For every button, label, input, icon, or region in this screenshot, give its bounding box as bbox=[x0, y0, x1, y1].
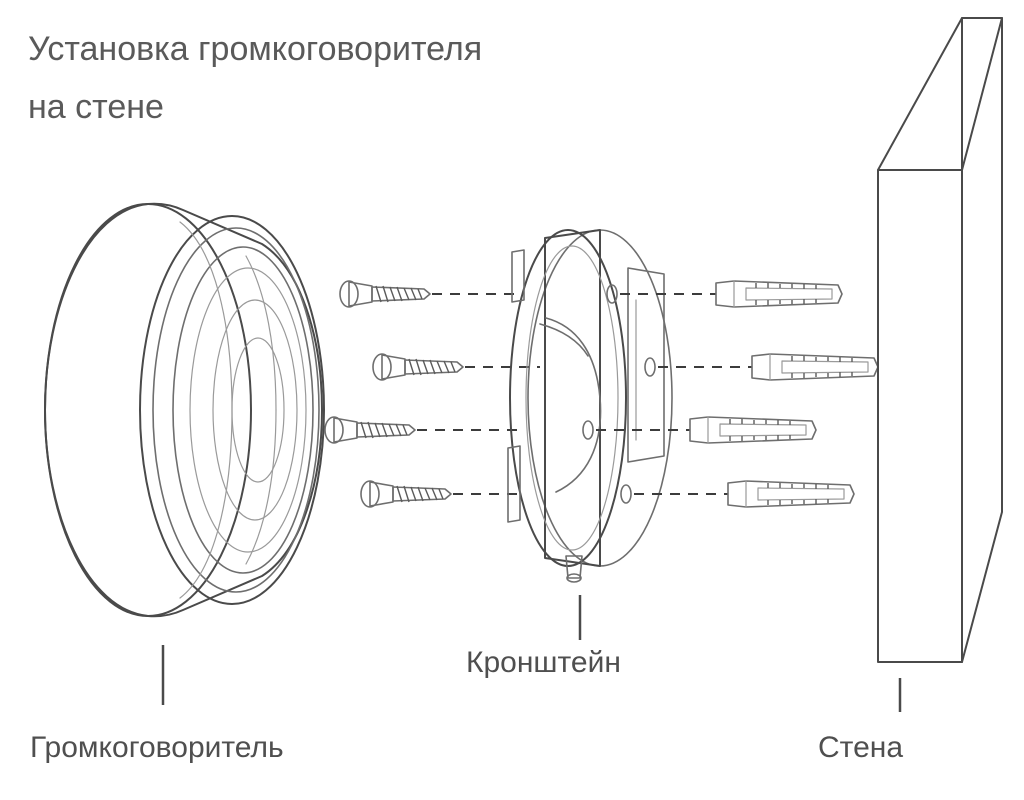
speaker-grille-ring-1 bbox=[173, 247, 313, 573]
screw-1 bbox=[340, 281, 430, 307]
speaker-outer-body bbox=[45, 204, 322, 617]
wall-part bbox=[878, 18, 1002, 662]
wall-top-edge bbox=[878, 18, 1002, 170]
speaker-grille-ring-2 bbox=[190, 268, 306, 552]
anchor-2-body bbox=[752, 354, 878, 380]
assembly-dashed-lines-left bbox=[417, 294, 540, 494]
wall-anchor-3 bbox=[690, 417, 816, 443]
anchor-3-core bbox=[720, 424, 806, 436]
bracket-part bbox=[508, 230, 672, 582]
callout-wall bbox=[818, 678, 903, 764]
speaker-part bbox=[45, 204, 324, 617]
screw-4 bbox=[361, 481, 451, 507]
anchor-2-core bbox=[782, 361, 868, 373]
anchor-1-body bbox=[716, 281, 842, 307]
bracket-hole-3 bbox=[583, 421, 593, 439]
bracket-hole-4 bbox=[621, 485, 631, 503]
speaker-body-seam bbox=[180, 222, 232, 598]
anchor-1-fins bbox=[756, 283, 816, 305]
bracket-label: Кронштейн bbox=[466, 646, 621, 679]
wall-anchor-4 bbox=[728, 481, 854, 507]
wall-anchor-1 bbox=[716, 281, 842, 307]
speaker-front-rim-inner bbox=[153, 228, 319, 592]
wall-label: Стена bbox=[818, 731, 904, 764]
anchor-3-body bbox=[690, 417, 816, 443]
screw-1-neck bbox=[349, 282, 372, 306]
screw-2 bbox=[373, 354, 463, 380]
screw-4-neck bbox=[370, 482, 393, 506]
bracket-front-inner-rim bbox=[526, 246, 618, 550]
wall-front-face bbox=[878, 170, 962, 662]
diagram-title-line-1: Установка громкоговорителя bbox=[28, 30, 483, 68]
wall-anchor-2 bbox=[752, 354, 878, 380]
anchor-4-core bbox=[758, 488, 844, 500]
bracket-right-tab bbox=[628, 268, 664, 462]
screw-3-neck bbox=[334, 418, 357, 442]
anchor-4-fins bbox=[768, 483, 828, 505]
anchor-2-fins bbox=[792, 356, 852, 378]
anchor-1-core bbox=[746, 288, 832, 300]
screw-2-neck bbox=[382, 355, 405, 379]
speaker-label: Громкоговоритель bbox=[30, 731, 284, 764]
callout-speaker bbox=[30, 645, 284, 764]
bracket-body-side bbox=[545, 230, 600, 566]
anchor-4-body bbox=[728, 481, 854, 507]
bracket-arm bbox=[546, 318, 601, 492]
bracket-hole-2 bbox=[645, 358, 655, 376]
wall-side-face bbox=[962, 18, 1002, 662]
diagram-title-line-2: на стене bbox=[28, 88, 164, 126]
anchor-3-fins bbox=[730, 419, 790, 441]
callout-bracket bbox=[466, 595, 621, 679]
screw-3 bbox=[325, 417, 415, 443]
